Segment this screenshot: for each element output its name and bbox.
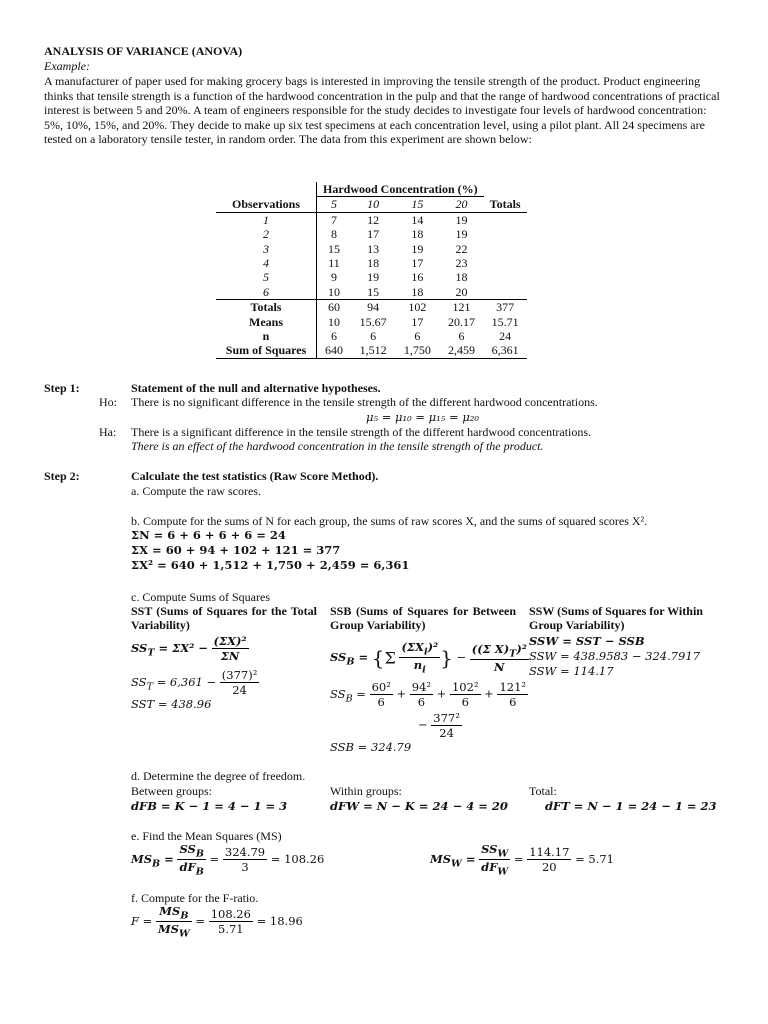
table-row xyxy=(216,256,527,270)
page xyxy=(44,44,724,147)
sst-result: SST = 438.96 xyxy=(131,697,212,711)
sum-x: ΣX = 60 + 94 + 102 + 121 = 377 xyxy=(131,543,341,557)
ssb-formula: $SS_B = \{\Sigma$ $\frac{(\Sigma X_i)^2}{n_i}$ } − $\frac{((\Sigma X)_T)^2}{N}$ xyxy=(330,640,527,676)
msb-formula: $MS_B$ = $\frac{SS_B}{dF_B}$ = $\frac{324.79}{3}$ = 108.26 xyxy=(131,842,325,878)
group-header: Hardwood Concentration (%) xyxy=(317,182,484,197)
sum-n: ΣN = 6 + 6 + 6 + 6 = 24 xyxy=(131,528,286,542)
table-cell: 121 xyxy=(439,300,483,315)
step-f: f. Compute for the F-ratio. xyxy=(131,891,259,905)
ho-equation: μ₅ = μ₁₀ = μ₁₅ = μ₂₀ xyxy=(366,410,480,424)
table-cell: 6 xyxy=(414,329,421,344)
between-label: Between groups: xyxy=(131,784,212,798)
obs-number: 6 xyxy=(263,284,269,299)
total-equation: dFT = N − 1 = 24 − 1 = 23 xyxy=(545,799,717,813)
table-cell: 12 xyxy=(367,212,380,227)
step1-title: Statement of the null and alternative hypotheses. xyxy=(131,381,381,395)
summary-label: Totals xyxy=(216,300,316,315)
table-cell: 20 xyxy=(455,284,468,299)
table-cell: 15 xyxy=(328,241,341,256)
table-cell: 17 xyxy=(411,314,424,329)
table-cell: 6 xyxy=(370,329,377,344)
total-cell: 377 xyxy=(484,300,527,315)
table-cell: 11 xyxy=(328,256,340,271)
table-cell: 18 xyxy=(367,256,380,271)
step-a: a. Compute the raw scores. xyxy=(131,484,261,498)
table-cell: 19 xyxy=(455,212,468,227)
table-row xyxy=(216,212,527,227)
page-title: ANALYSIS OF VARIANCE (ANOVA) xyxy=(44,44,243,58)
table-cell: 15.67 xyxy=(359,314,387,329)
total-cell: 15.71 xyxy=(491,314,519,329)
summary-label: Means xyxy=(249,314,283,329)
ho-label: Ho: xyxy=(99,395,117,409)
ha-label: Ha: xyxy=(99,425,117,439)
msw-formula: $MS_W$ = $\frac{SS_W}{dF_W}$ = $\frac{114.17}{20}$ = 5.71 xyxy=(430,842,614,878)
table-cell: 19 xyxy=(455,227,468,242)
ssb-correction: − $\frac{\text{377²}}{24}$ xyxy=(418,711,460,740)
obs-number: 2 xyxy=(263,227,269,242)
msw-result: = 5.71 xyxy=(575,851,614,866)
example-label: Example: xyxy=(44,59,90,73)
table-cell: 640 xyxy=(317,343,352,358)
ha-italic-text: There is an effect of the hardwood concentration in the tensile strength of the product. xyxy=(131,439,544,453)
summary-label: n xyxy=(262,329,270,344)
step2-label: Step 2: xyxy=(44,469,80,483)
ssw-line-3: SSW = 114.17 xyxy=(529,664,614,678)
table-cell: 17 xyxy=(411,256,424,271)
within-label: Within groups: xyxy=(330,784,402,798)
obs-number: 1 xyxy=(263,212,269,227)
summary-row xyxy=(216,329,527,343)
step-d: d. Determine the degree of freedom. xyxy=(131,769,306,783)
between-equation: dFB = K − 1 = 4 − 1 = 3 xyxy=(131,799,288,813)
table-cell: 8 xyxy=(331,227,338,242)
within-equation: dFW = N − K = 24 − 4 = 20 xyxy=(330,799,508,813)
msb-result: = 108.26 xyxy=(270,851,325,866)
ssw-line-1: SSW = SST − SSB xyxy=(529,634,645,648)
table-cell: 1,750 xyxy=(395,343,439,358)
table-row xyxy=(216,227,527,241)
step-c: c. Compute Sums of Squares xyxy=(131,590,270,604)
total-cell: 6,361 xyxy=(484,343,527,358)
obs-header: Observations xyxy=(216,197,316,212)
ssw-title: SSW (Sums of Squares for Within Group Variability) xyxy=(529,604,703,632)
table-cell: 18 xyxy=(455,270,468,285)
table-cell: 23 xyxy=(455,256,468,271)
sst-substitution: $SS_T = 6,361$ − $\frac{\text{(377)²}}{24}$ xyxy=(131,668,258,697)
ssw-line-2: SSW = 438.9583 − 324.7917 xyxy=(529,649,701,663)
totals-header: Totals xyxy=(484,197,527,212)
table-row xyxy=(216,242,527,256)
table-row xyxy=(216,270,527,284)
table-row xyxy=(216,285,527,300)
level-header: 15 xyxy=(395,197,439,212)
table-cell: 15 xyxy=(367,284,380,299)
ho-text: There is no significant difference in the tensile strength of the different hardwood concentrations. xyxy=(131,395,598,409)
level-header: 5 xyxy=(317,197,352,212)
obs-number: 4 xyxy=(263,256,269,271)
table-cell: 60 xyxy=(317,300,352,315)
step-b: b. Compute for the sums of N for each group, the sums of raw scores X, and the sums of squared scores X². xyxy=(131,514,648,528)
obs-number: 3 xyxy=(263,241,269,256)
table-cell: 18 xyxy=(411,227,424,242)
sst-formula: $SS_T = \Sigma X^2$ − $\frac{\text{(ΣX)²}}{\Sigma N}$ xyxy=(131,634,247,663)
table-cell: 13 xyxy=(367,241,380,256)
summary-row xyxy=(216,343,527,358)
obs-number: 5 xyxy=(263,270,269,285)
table-cell: 9 xyxy=(331,270,338,285)
table-cell: 17 xyxy=(367,227,380,242)
step2-title: Calculate the test statistics (Raw Score Method). xyxy=(131,469,379,483)
summary-label: Sum of Squares xyxy=(216,343,316,358)
table-cell: 6 xyxy=(458,329,465,344)
ssb-substitution: $SS_B$ = $\frac{\text{60²}}{6}$ + $\frac{\text{94²}}{6}$ + $\frac{\text{102²}}{6}$ + $\frac{\text{121²}}{6}$ xyxy=(330,680,527,709)
summary-row xyxy=(216,300,527,315)
sst-title: SST (Sums of Squares for the Total Variability) xyxy=(131,604,317,632)
intro-paragraph: A manufacturer of paper used for making grocery bags is interested in improving the tensile strength of the product. Product engineering thinks that tensile strength is a function of the hardwood concentration in the pulp and that the range of hardwood concentrations of practical interest is between 5 and 20%. A team of engineers responsible for the study decides to investigate four levels of hardwood concentration: 5%, 10%, 15%, and 20%. They decide to make up six test specimens at each concentration level, using a pilot plant. All 24 specimens are tested on a laboratory tensile tester, in random order. The data from this experiment are shown below: xyxy=(44,74,720,147)
table-cell: 102 xyxy=(395,300,439,315)
table-cell: 94 xyxy=(351,300,395,315)
table-cell: 1,512 xyxy=(351,343,395,358)
f-ratio-formula: F = $\frac{MS_B}{MS_W}$ = $\frac{108.26}{5.71}$ = 18.96 xyxy=(131,904,303,940)
step-e: e. Find the Mean Squares (MS) xyxy=(131,829,282,843)
table-cell: 6 xyxy=(331,329,338,344)
ha-text: There is a significant difference in the tensile strength of the different hardwood concentrations. xyxy=(131,425,592,439)
table-cell: 20.17 xyxy=(448,314,476,329)
table-cell: 2,459 xyxy=(439,343,483,358)
summary-row xyxy=(216,315,527,329)
f-result: = 18.96 xyxy=(256,913,303,928)
table-cell: 19 xyxy=(367,270,380,285)
ssb-result: SSB = 324.79 xyxy=(330,740,412,754)
table-cell: 22 xyxy=(455,241,468,256)
level-header: 10 xyxy=(351,197,395,212)
sum-x2: ΣX² = 640 + 1,512 + 1,750 + 2,459 = 6,361 xyxy=(131,558,410,572)
total-label: Total: xyxy=(529,784,557,798)
table-cell: 16 xyxy=(411,270,424,285)
table-cell: 14 xyxy=(411,212,424,227)
level-header: 20 xyxy=(439,197,483,212)
total-cell: 24 xyxy=(499,329,512,344)
table-cell: 10 xyxy=(328,314,341,329)
ssb-title: SSB (Sums of Squares for Between Group Variability) xyxy=(330,604,516,632)
step1-label: Step 1: xyxy=(44,381,80,395)
table-cell: 7 xyxy=(331,212,338,227)
data-table xyxy=(216,182,527,359)
table-cell: 10 xyxy=(328,284,341,299)
table-cell: 18 xyxy=(411,284,424,299)
table-cell: 19 xyxy=(411,241,424,256)
